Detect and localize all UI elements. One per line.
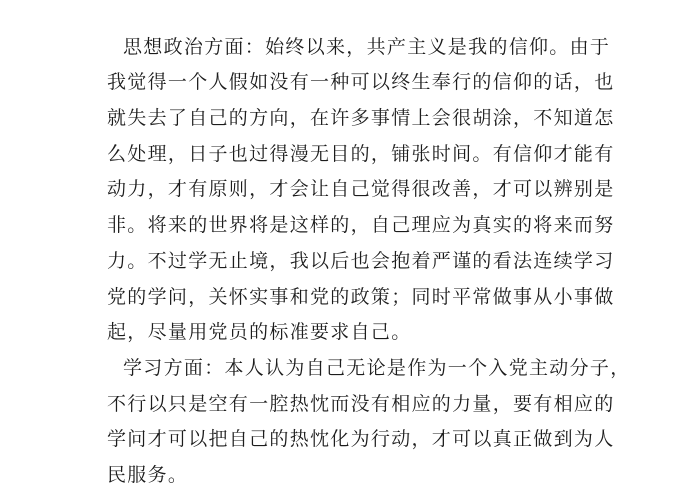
text-line: 学问才可以把自己的热忱化为行动，才可以真正做到为人: [107, 428, 615, 450]
text-line: 我觉得一个人假如没有一种可以终生奉行的信仰的话，也: [107, 71, 615, 93]
text-line: 非。将来的世界将是这样的，自己理应为真实的将来而努: [107, 214, 615, 236]
text-line: 起，尽量用党员的标准要求自己。: [107, 321, 412, 343]
text-line: 动力，才有原则，才会让自己觉得很改善，才可以辨别是: [107, 178, 615, 200]
text-line: 就失去了自己的方向，在许多事情上会很胡涂，不知道怎: [107, 107, 615, 129]
text-line: 力。不过学无止境，我以后也会抱着严谨的看法连续学习: [107, 250, 615, 272]
text-line: 思想政治方面：始终以来，共产主义是我的信仰。由于: [123, 36, 611, 58]
text-line: 不行以只是空有一腔热忱而没有相应的力量，要有相应的: [107, 393, 615, 415]
text-line: 学习方面：本人认为自己无论是作为一个入党主动分子，: [123, 357, 631, 379]
text-line: 党的学问，关怀实事和党的政策；同时平常做事从小事做: [107, 286, 615, 308]
text-line: 民服务。: [107, 464, 189, 486]
text-line: 么处理，日子也过得漫无目的，铺张时间。有信仰才能有: [107, 143, 615, 165]
